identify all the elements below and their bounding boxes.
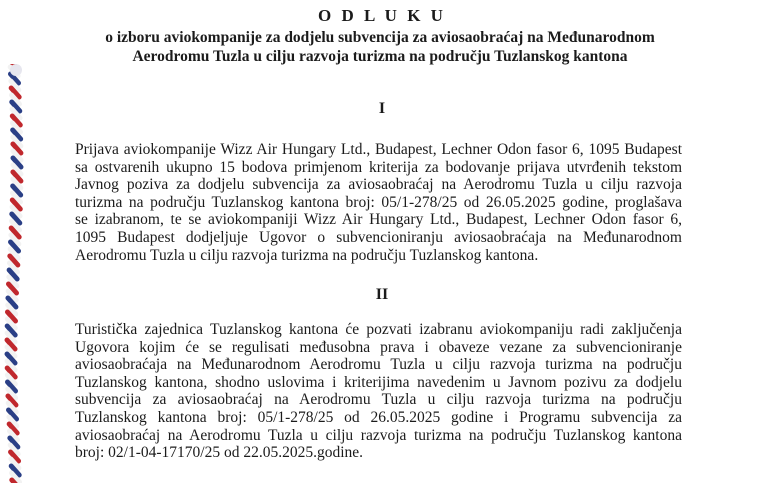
paragraph-line: Javnog poziva za dodjelu subvencija za aviosaobraćaj na Aerodromu Tuzla u cilju razvoja	[75, 176, 682, 194]
paragraph-line: subvencija za aviosaobraćaj na Aerodromu Tuzla u cilju razvoja turizma na području	[75, 391, 682, 409]
binding-cord	[4, 64, 28, 483]
paragraph-line: Tuzlanskog kantona, shodno uslovima i kriterijima navedenim u Javnom pozivu za dodjelu	[75, 373, 682, 391]
paragraph-line: se izabranom, te se aviokompaniji Wizz Air Hungary Ltd., Budapest, Lechner Odon fasor 6,	[75, 211, 682, 229]
paragraph-line: 1095 Budapest dodjeljuje Ugovor o subvencioniranju aviosaobraćaja na Međunarodnom	[75, 228, 682, 246]
section-2-paragraph	[75, 321, 682, 462]
paragraph-line: aviosaobraćaja na Međunarodnom Aerodromu Tuzla u cilju razvoja turizma na području	[75, 356, 682, 374]
section-number-1: I	[378, 100, 386, 117]
document-title: O D L U K U	[318, 6, 446, 25]
paragraph-line: Ugovora kojim će se regulisati međusobna prava i obaveze vezane za subvencioniranje	[75, 338, 682, 356]
paragraph-line: turizma na području Tuzlanskog kantona broj: 05/1-278/25 od 26.05.2025 godine, proglašava	[75, 193, 682, 211]
paragraph-line: Prijava aviokompanije Wizz Air Hungary Ltd., Budapest, Lechner Odon fasor 6, 1095 Budapest	[75, 141, 682, 158]
paragraph-line: broj: 02/1-04-17170/25 od 22.05.2025.godine.	[75, 444, 364, 462]
subtitle-line: o izboru aviokompanije za dodjelu subvencija za aviosaobraćaj na Međunarodnom	[105, 29, 655, 46]
paragraph-line: Turistička zajednica Tuzlanskog kantona će pozvati izabranu aviokompaniju radi zaključenja	[75, 321, 682, 338]
cord-loop	[10, 64, 22, 76]
paragraph-line: aviosaobraćaj na Aerodromu Tuzla u cilju razvoja turizma na području Tuzlanskog kantona	[75, 426, 682, 444]
paragraph-line: Aerodromu Tuzla u cilju razvoja turizma na području Tuzlanskog kantona.	[75, 246, 539, 264]
paragraph-line: Tuzlanskog kantona broj: 05/1-278/25 od 26.05.2025 godine i Programu subvencija za	[75, 408, 682, 426]
section-1-paragraph	[75, 141, 682, 264]
document-subtitle	[60, 28, 700, 66]
paragraph-line: sa ostvarenih ukupno 15 bodova primjenom kriterija za bodovanje prijava utvrđenih tekstom	[75, 158, 682, 176]
section-number-2: II	[375, 286, 389, 303]
subtitle-line: Aerodromu Tuzla u cilju razvoja turizma na području Tuzlanskog kantona	[132, 48, 628, 65]
